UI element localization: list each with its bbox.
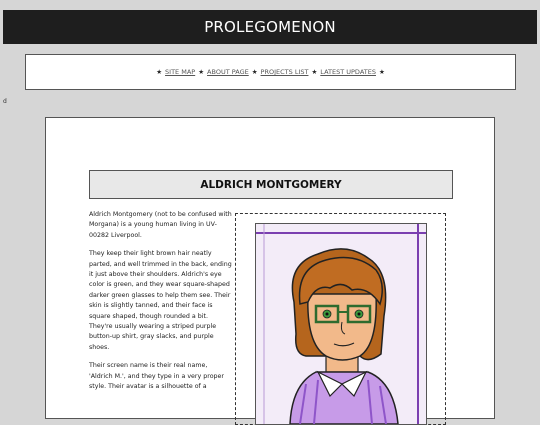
star-icon: ★ [251, 68, 258, 76]
bio-paragraph: They keep their light brown hair neatly parted, and well trimmed in the back, ending it just above their shoulders. Aldrich's eye color is green, and they wear square-shaped darker green glasses to help them see. Their skin is slightly tanned, and their face is square shaped, though rounded a bit. They're usually wearing a striped purple button-up shirt, gray slacks, and purple shoes. [89, 250, 232, 351]
nav-link-about-page[interactable]: ABOUT PAGE [207, 68, 249, 76]
character-portrait [255, 223, 427, 425]
nav-link-projects-list[interactable]: PROJECTS LIST [260, 68, 309, 76]
site-title: PROLEGOMENON [3, 10, 537, 44]
star-icon: ★ [198, 68, 205, 76]
nav-bar [25, 54, 516, 90]
article-bio [89, 210, 232, 401]
portrait-frame [235, 213, 446, 425]
character-illustration [256, 224, 426, 424]
stray-text: d [3, 98, 7, 105]
nav-link-latest-updates[interactable]: LATEST UPDATES [320, 68, 376, 76]
main-content [45, 117, 495, 419]
star-icon: ★ [378, 68, 385, 76]
star-icon: ★ [156, 68, 163, 76]
bio-paragraph: Their screen name is their real name, 'Aldrich M.', and they type in a very proper style. Their avatar is a silhouette of a [89, 362, 225, 391]
article-title: ALDRICH MONTGOMERY [89, 170, 453, 199]
nav-link-site-map[interactable]: SITE MAP [165, 68, 196, 76]
bio-paragraph: Aldrich Montgomery (not to be confused with Morgana) is a young human living in UV-00282 Liverpool. [89, 211, 232, 239]
star-icon: ★ [311, 68, 318, 76]
